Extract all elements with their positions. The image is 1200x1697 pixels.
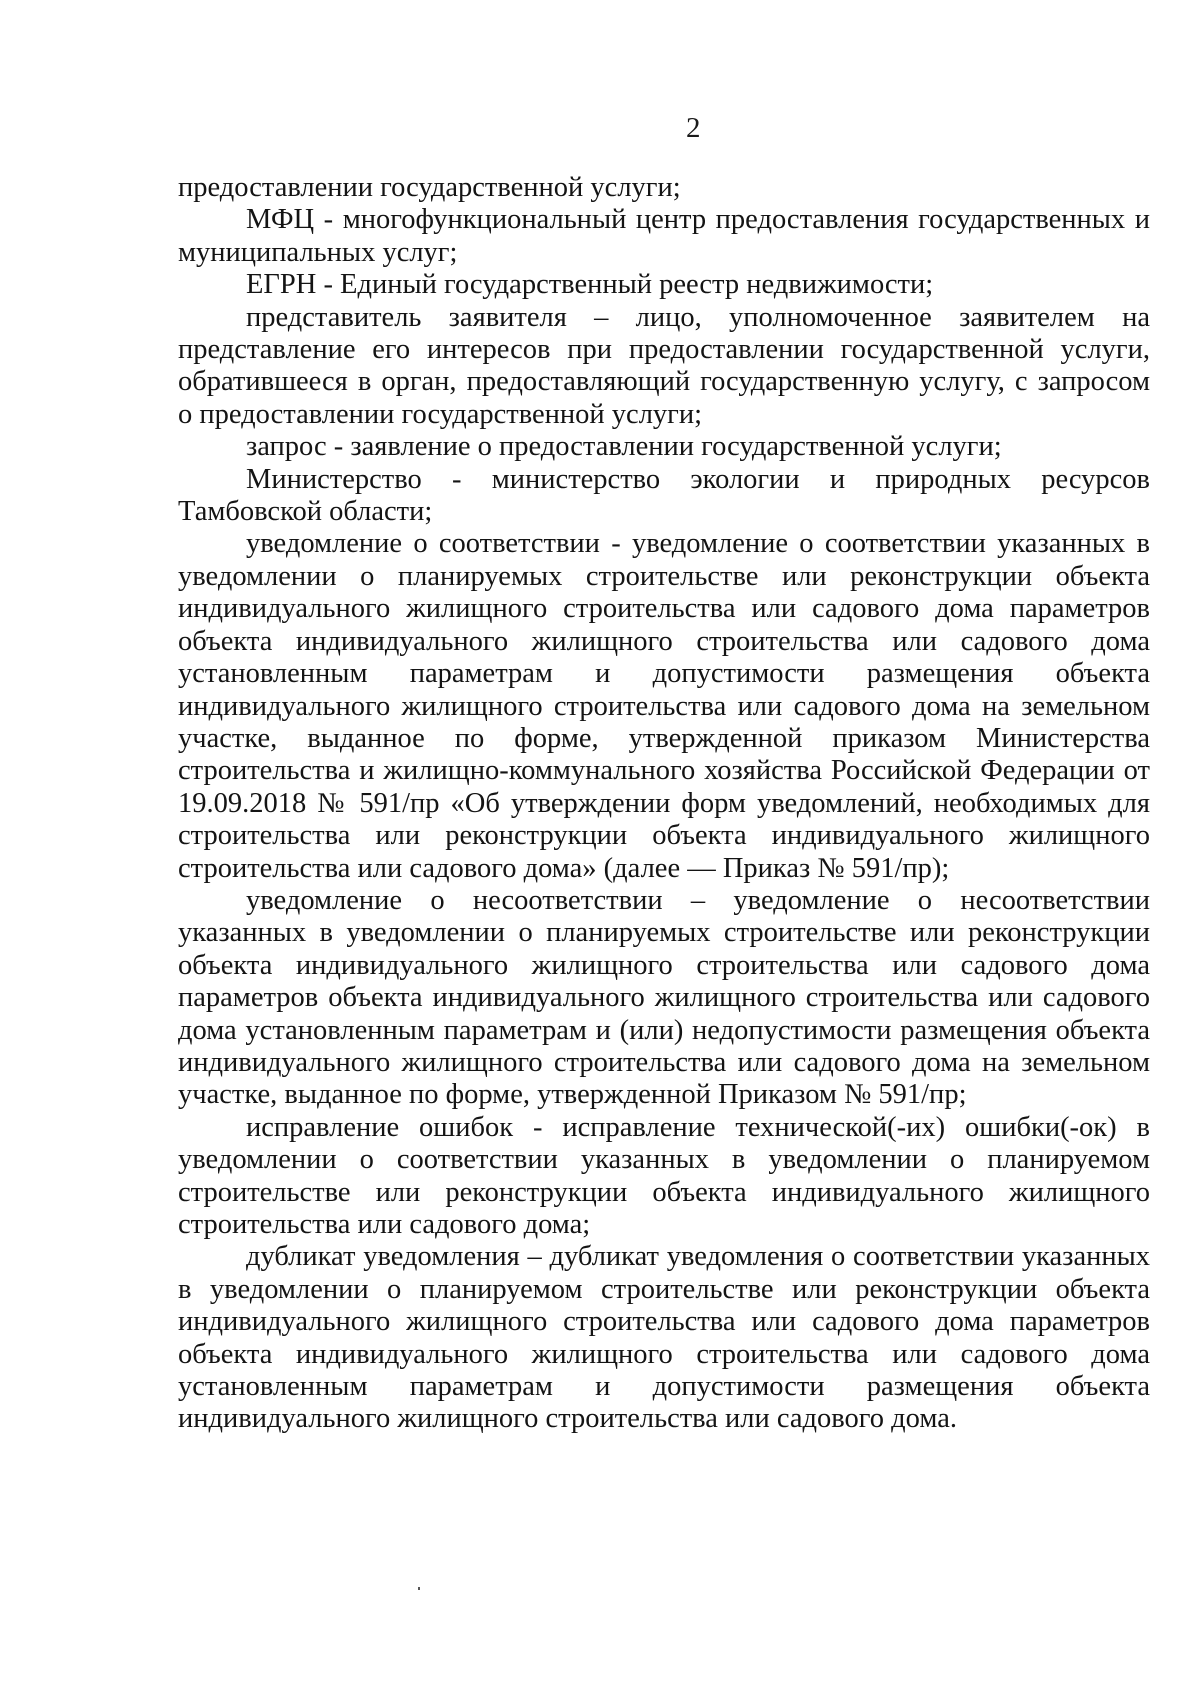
paragraph-continuation: предоставлении государственной услуги; xyxy=(178,172,681,203)
definition-ministry: Министерство - министерство экологии и природных ресурсов Тамбовской области; xyxy=(178,463,1150,528)
page-number: 2 xyxy=(686,112,701,144)
definition-notice-duplicate: дубликат уведомления – дубликат уведомления о соответствии указанных в уведомлении о планируемом строительстве или реконструкции объекта индивидуального жилищного строительства или садового дома параметров объекта индивидуального жилищного строительства или садового дома установленным параметрам и допустимости размещения объекта индивидуального жилищного строительства или садового дома. xyxy=(178,1241,1150,1435)
scan-speck xyxy=(418,1587,420,1590)
definition-error-correction: исправление ошибок - исправление технической(-их) ошибки(-ок) в уведомлении о соответствии указанных в уведомлении о планируемом строительстве или реконструкции объекта индивидуального жилищного строительства или садового дома; xyxy=(178,1111,1150,1240)
definition-notice-of-noncompliance: уведомление о несоответствии – уведомление о несоответствии указанных в уведомлении о планируемых строительстве или реконструкции объекта индивидуального жилищного строительства или садового дома параметров объекта индивидуального жилищного строительства или садового дома установленным параметрам и (или) недопустимости размещения объекта индивидуального жилищного строительства или садового дома на земельном участке, выданное по форме, утвержденной Приказом № 591/пр; xyxy=(178,884,1150,1111)
definition-applicant-representative: представитель заявителя – лицо, уполномоченное заявителем на представление его интересов при предоставлении государственной услуги, обратившееся в орган, предоставляющий государственную услугу, с запросом о предоставлении государственной услуги; xyxy=(178,301,1150,430)
document-body xyxy=(178,172,1150,1436)
definition-notice-of-compliance: уведомление о соответствии - уведомление о соответствии указанных в уведомлении о планируемых строительстве или реконструкции объекта индивидуального жилищного строительства или садового дома параметров объекта индивидуального жилищного строительства или садового дома установленным параметрам и допустимости размещения объекта индивидуального жилищного строительства или садового дома на земельном участке, выданное по форме, утвержденной приказом Министерства строительства и жилищно-коммунального хозяйства Российской Федерации от 19.09.2018 № 591/пр «Об утверждении форм уведомлений, необходимых для строительства или реконструкции объекта индивидуального жилищного строительства или садового дома» (далее — Приказ № 591/пр); xyxy=(178,528,1150,884)
definition-egrn: ЕГРН - Единый государственный реестр недвижимости; xyxy=(246,269,934,301)
definition-mfc: МФЦ - многофункциональный центр предоставления государственных и муниципальных услуг; xyxy=(178,204,1150,268)
definition-request: запрос - заявление о предоставлении государственной услуги; xyxy=(246,431,1002,463)
